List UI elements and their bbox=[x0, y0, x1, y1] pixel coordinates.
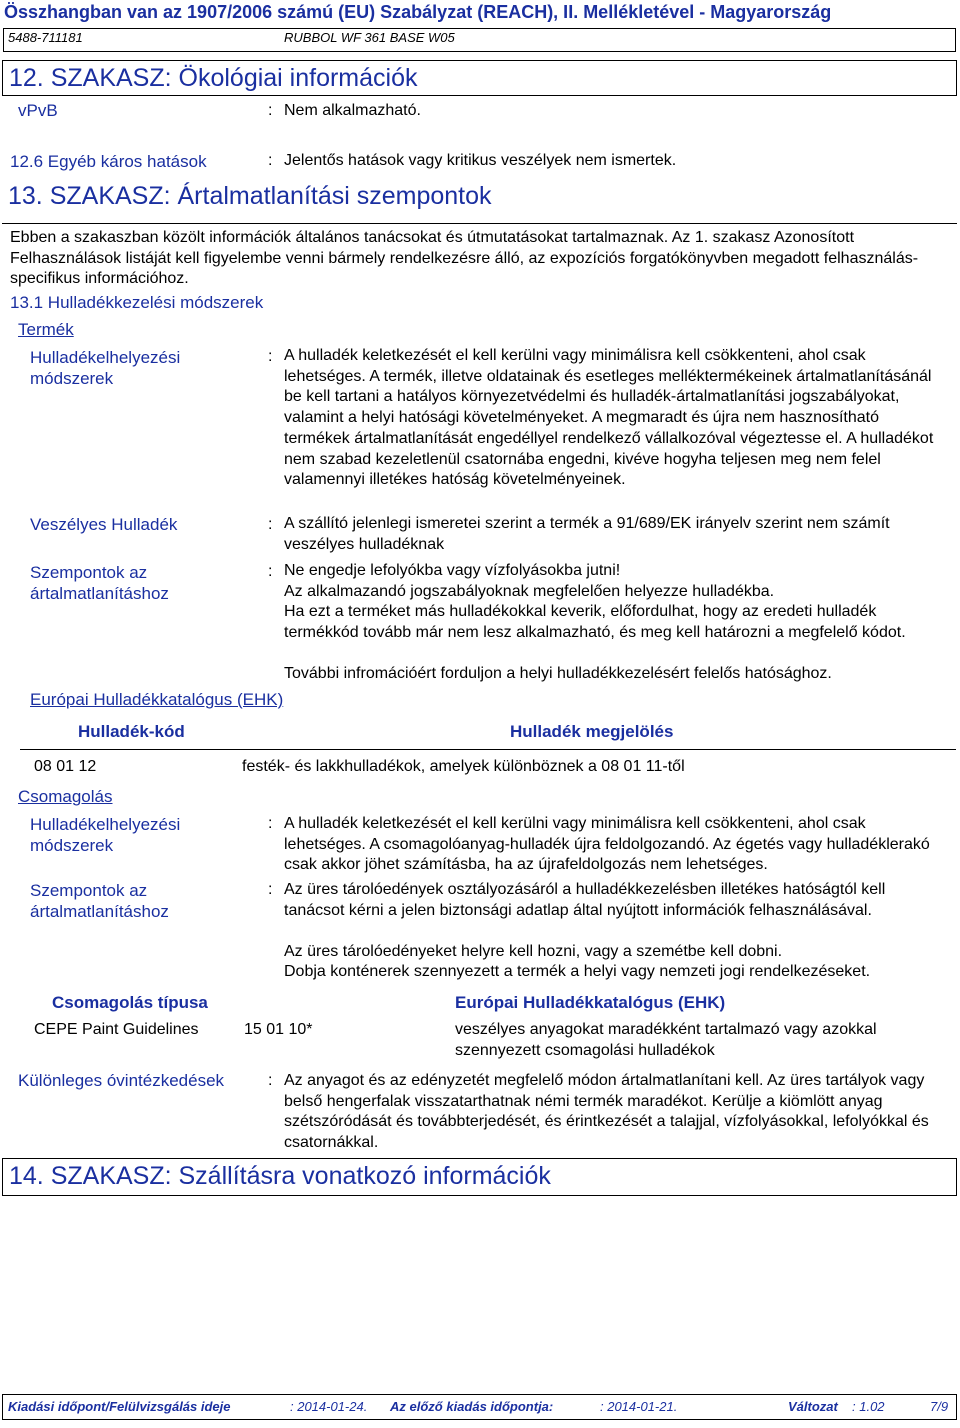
other-effects-value: Jelentős hatások vagy kritikus veszélyek nem ismertek. bbox=[284, 152, 677, 169]
footer-issue-value: : 2014-01-24. bbox=[290, 1399, 368, 1414]
pack-row-code: 15 01 10* bbox=[244, 1021, 313, 1038]
product-code: 5488-711181 bbox=[8, 30, 83, 45]
section-13-heading bbox=[2, 176, 957, 224]
product-considerations-colon: : bbox=[268, 563, 273, 580]
hazardous-waste-value: A szállító jelenlegi ismeretei szerint a termék a 91/689/EK irányelv szerint nem számít veszélyes hulladéknak bbox=[284, 515, 890, 553]
special-precautions-colon: : bbox=[268, 1072, 273, 1089]
section-14-heading bbox=[2, 1158, 957, 1196]
section-12-heading bbox=[2, 60, 957, 96]
product-considerations-line-2: Az alkalmazandó jogszabályoknak megfelelően helyezze hulladékba. bbox=[284, 583, 775, 600]
vpvb-colon: : bbox=[268, 102, 273, 119]
header-box bbox=[3, 28, 956, 52]
section-12-title: 12. SZAKASZ: Ökológiai információk bbox=[9, 64, 418, 92]
ehk-heading: Európai Hulladékkatalógus (EHK) bbox=[30, 690, 284, 709]
packaging-considerations-line-2: Az üres tárolóedényeket helyre kell hozni, vagy a szemétbe kell dobni. bbox=[284, 943, 783, 960]
pack-row-type: CEPE Paint Guidelines bbox=[34, 1021, 199, 1038]
packaging-considerations-line-1: Az üres tárolóedények osztályozásáról a hulladékkezelésben illetékes hatóságtól kell tanácsot kérni a jelen biztonsági adatlap által nyújtott információk felhasználásával. bbox=[284, 881, 886, 919]
ehk-row-desc: festék- és lakkhulladékok, amelyek különböznek a 08 01 11-től bbox=[242, 758, 685, 775]
section-13-title: 13. SZAKASZ: Ártalmatlanítási szempontok bbox=[8, 182, 492, 210]
product-disposal-colon: : bbox=[268, 348, 273, 365]
vpvb-value: Nem alkalmazható. bbox=[284, 102, 421, 119]
footer-version-value: : 1.02 bbox=[852, 1399, 885, 1414]
ehk-row-code: 08 01 12 bbox=[34, 758, 97, 775]
hazardous-waste-colon: : bbox=[268, 516, 273, 533]
document-header-title: Összhangban van az 1907/2006 számú (EU) Szabályzat (REACH), II. Mellékletével - Magyarország bbox=[4, 2, 832, 22]
ehk-col-desc: Hulladék megjelölés bbox=[510, 722, 674, 741]
product-disposal-methods-value: A hulladék keletkezését el kell kerülni vagy minimálisra kell csökkenteni, ahol csak lehetséges. A termék, illetve oldatainak és esetleges melléktermékeinek ártalmatlanításánál be kell tartani a hatályos környezetvédelmi és hulladék-ártalmatlanítási jogszabályokat, valamint a helyi hatósági követelményeket. A megmaradt és újra nem hasznosítható termékek ártalmatlanítását engedéllyel rendelkező vállalkozóval végeztesse el. A hulladékot nem szabad kezeletlenül csatornába engedni, kivéve hogyha teljesen meg nem felel valamennyi illetékes hatóság követelményeinek. bbox=[284, 347, 934, 489]
other-effects-colon: : bbox=[268, 152, 273, 169]
ehk-col-code: Hulladék-kód bbox=[78, 722, 185, 741]
packaging-considerations-colon: : bbox=[268, 881, 273, 898]
pack-row-desc: veszélyes anyagokat maradékként tartalmazó vagy azokkal szennyezett csomagolási hulladékok bbox=[455, 1021, 877, 1059]
footer-issue-label: Kiadási időpont/Felülvizsgálás ideje bbox=[8, 1399, 231, 1414]
product-disposal-methods-label: Hulladékelhelyezési módszerek bbox=[30, 348, 181, 388]
waste-methods-subtitle: 13.1 Hulladékkezelési módszerek bbox=[10, 293, 264, 312]
footer-page-number: 7/9 bbox=[930, 1399, 949, 1414]
section-13-intro: Ebben a szakaszban közölt információk általános tanácsokat és útmutatásokat tartalmaznak. Az 1. szakasz Azonosított Felhasználások listáját kell figyelembe venni bármely rendelkezésre álló, az expozíciós forgatókönyvben megadott felhasználás-specifikus információhoz. bbox=[10, 229, 919, 288]
product-considerations-line-1: Ne engedje lefolyókba vagy vízfolyásokba jutni! bbox=[284, 562, 621, 579]
section-14-title: 14. SZAKASZ: Szállításra vonatkozó információk bbox=[9, 1162, 551, 1190]
pack-col-type: Csomagolás típusa bbox=[52, 993, 208, 1012]
footer-version-label: Változat bbox=[788, 1399, 838, 1414]
product-considerations-line-3: Ha ezt a terméket más hulladékokkal keverik, előfordulhat, hogy az eredeti hulladék termékkód tovább már nem lesz alkalmazható, és meg kell határozni a megfelelő kódot. bbox=[284, 603, 906, 641]
pack-col-ehk: Európai Hulladékkatalógus (EHK) bbox=[455, 993, 726, 1012]
other-effects-label: 12.6 Egyéb káros hatások bbox=[10, 152, 207, 171]
product-disposal-considerations-label: Szempontok az ártalmatlanításhoz bbox=[30, 563, 169, 603]
product-name: RUBBOL WF 361 BASE W05 bbox=[284, 30, 455, 45]
product-heading: Termék bbox=[18, 320, 74, 339]
ehk-divider bbox=[20, 749, 956, 750]
footer-prev-label: Az előző kiadás időpontja: bbox=[390, 1399, 554, 1414]
vpvb-label: vPvB bbox=[18, 101, 58, 120]
special-precautions-value: Az anyagot és az edényzetét megfelelő módon ártalmatlanítani kell. Az üres tartályok vagy belső hengerfalak visszatarthatnak némi termék maradékot. Kerülje a kiömlött anyag szétszóródását és továbbterjedését, és érintkezését a talajjal, vízfolyásokkal, lefolyókkal és csatornákkal. bbox=[284, 1072, 929, 1152]
packaging-disposal-methods-value: A hulladék keletkezését el kell kerülni vagy minimálisra kell csökkenteni, ahol csak lehetséges. A csomagolóanyag-hulladék újra feldolgozandó. Az égetés vagy hulladéklerakó csak akkor jöhet számításba, ha az újrafeldolgozás nem lehetséges. bbox=[284, 815, 930, 874]
packaging-disposal-colon: : bbox=[268, 815, 273, 832]
special-precautions-label: Különleges óvintézkedések bbox=[18, 1071, 225, 1090]
packaging-heading: Csomagolás bbox=[18, 787, 113, 806]
footer-prev-value: : 2014-01-21. bbox=[600, 1399, 678, 1414]
hazardous-waste-label: Veszélyes Hulladék bbox=[30, 515, 178, 534]
packaging-disposal-methods-label: Hulladékelhelyezési módszerek bbox=[30, 815, 181, 855]
product-considerations-line-4: További infromációért forduljon a helyi hulladékkezelésért felelős hatósághoz. bbox=[284, 665, 832, 682]
packaging-considerations-line-3: Dobja konténerek szennyezett a termék a helyi vagy nemzeti jogi rendelkezéseket. bbox=[284, 963, 871, 980]
packaging-considerations-label: Szempontok az ártalmatlanításhoz bbox=[30, 881, 169, 921]
